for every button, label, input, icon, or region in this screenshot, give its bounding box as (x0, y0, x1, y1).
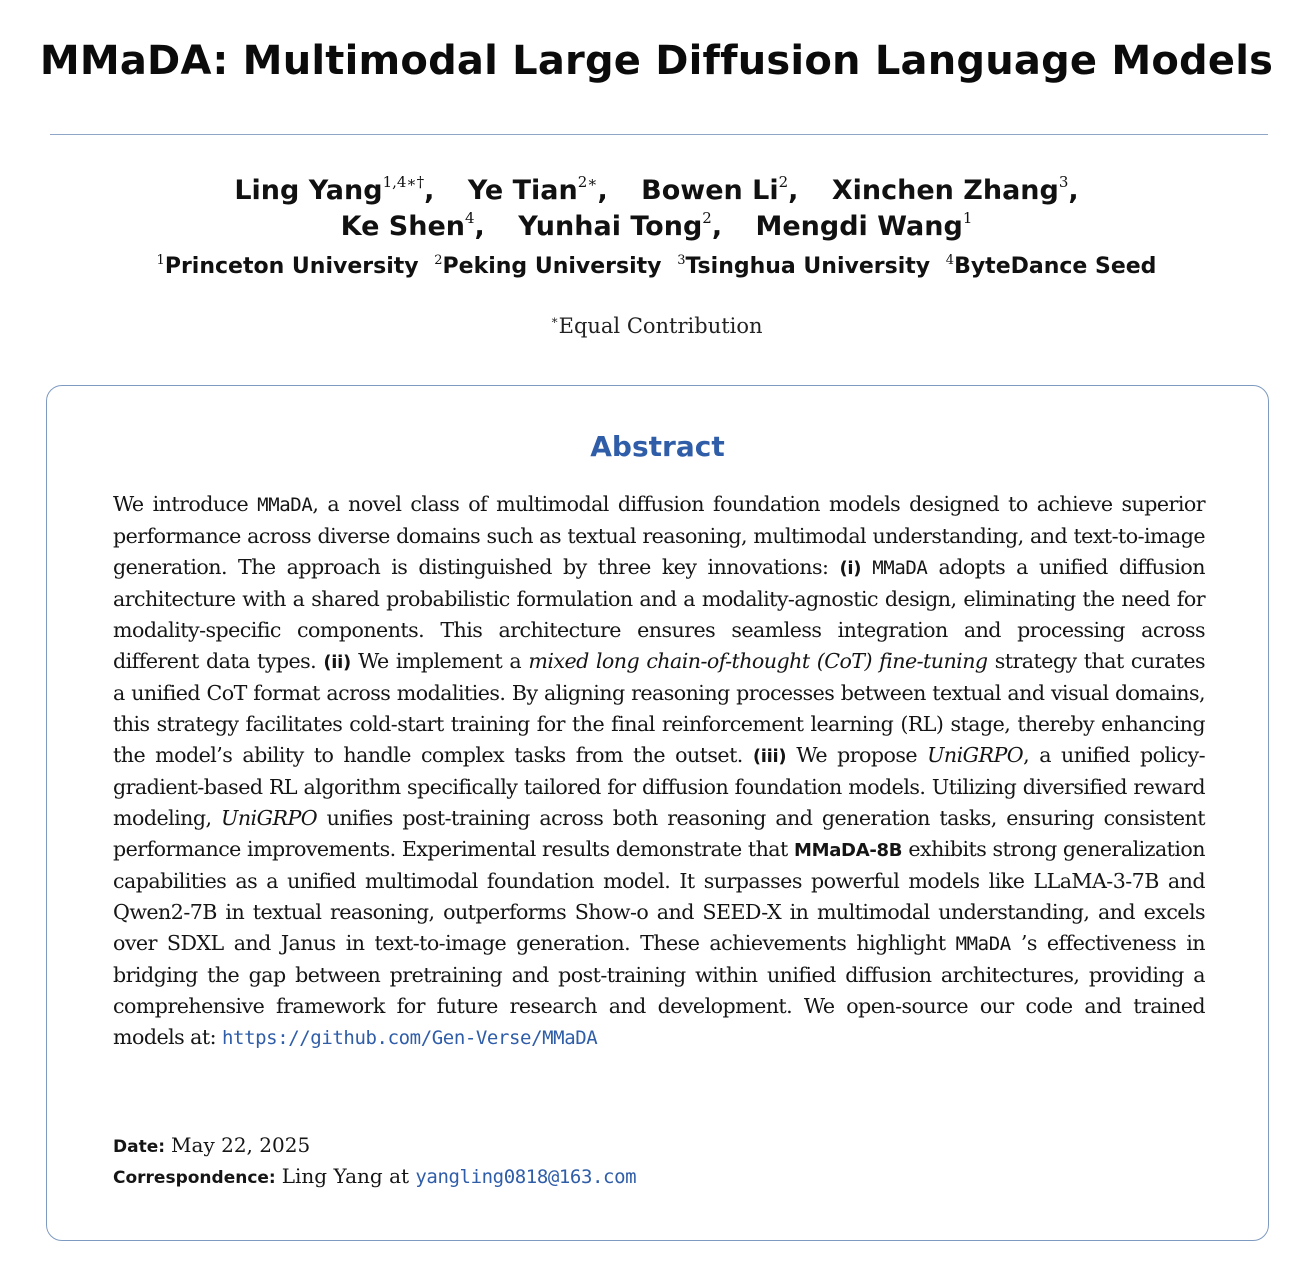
model-name: MMaDA (872, 557, 928, 579)
affiliation: $^2$Peking University (434, 253, 662, 279)
author: Xinchen Zhang$^3$, (831, 173, 1079, 206)
affiliations (0, 254, 1313, 279)
abstract-body (113, 489, 1205, 1054)
paper-title: MMaDA: Multimodal Large Diffusion Language Models (39, 38, 1274, 84)
bold-text: (ii) (323, 652, 351, 673)
bold-text: (iii) (752, 746, 787, 767)
italic-text: UniGRPO (927, 743, 1024, 767)
affiliation: $^4$ByteDance Seed (945, 253, 1157, 279)
author: Bowen Li$^2$, (641, 173, 799, 206)
correspondence-name: Ling Yang at (281, 1164, 410, 1188)
affiliation: $^1$Princeton University (156, 253, 419, 279)
date-label: Date: (113, 1137, 166, 1157)
date-line (113, 1133, 1205, 1157)
correspondence-label: Correspondence: (113, 1168, 276, 1188)
model-name: MMaDA (955, 933, 1011, 955)
affiliation: $^3$Tsinghua University (677, 253, 931, 279)
authors-line-2 (0, 211, 1313, 242)
authors-line-1 (0, 175, 1313, 206)
correspondence-line (113, 1164, 1205, 1188)
author: Ye Tian$^{2∗}$, (467, 173, 608, 206)
bold-text: (i) (839, 558, 862, 579)
author: Yunhai Tong$^2$, (518, 209, 723, 242)
italic-text: UniGRPO (221, 806, 318, 830)
title-divider (50, 134, 1268, 135)
correspondence-email-link[interactable]: yangling0818@163.com (415, 1166, 637, 1188)
date-value: May 22, 2025 (171, 1133, 311, 1157)
author: Mengdi Wang$^1$ (755, 209, 973, 242)
github-link[interactable]: https://github.com/Gen-Verse/MMaDA (222, 1027, 598, 1049)
equal-contribution-note: ∗Equal Contribution (550, 313, 763, 338)
abstract-box (46, 385, 1269, 1241)
bold-text: MMaDA-8B (793, 840, 903, 861)
model-name: MMaDA (257, 494, 313, 516)
abstract-heading: Abstract (590, 430, 725, 463)
author: Ling Yang$^{1,4∗\dagger}$, (234, 173, 435, 206)
italic-text: mixed long chain-of-thought (CoT) fine-tuning (528, 649, 988, 673)
author: Ke Shen$^4$, (340, 209, 485, 242)
abstract-paragraph: We introduce MMaDA, a novel class of multimodal diffusion foundation models designed to achieve superior performance across diverse domains such as textual reasoning, multimodal understanding, and text-to-image generation. The approach is distinguished by three key innovations: (i) MMaDA adopts a unified diffusion architecture with a shared probabilistic formulation and a modality-agnostic design, eliminating the need for modality-specific components. This architecture ensures seamless integration and processing across different data types. (ii) We implement a mixed long chain-of-thought (CoT) fine-tuning strategy that curates a unified CoT format across modalities. By aligning reasoning processes between textual and visual domains, this strategy facilitates cold-start training for the final reinforcement learning (RL) stage, thereby enhancing the model’s ability to handle complex tasks from the outset. (iii) We propose UniGRPO, a unified policy-gradient-based RL algorithm specifically tailored for diffusion foundation models. Utilizing diversified reward modeling, UniGRPO unifies post-training across both reasoning and generation tasks, ensuring consistent performance improvements. Experimental results demonstrate that MMaDA-8B exhibits strong generalization capabilities as a unified multimodal foundation model. It surpasses powerful models like LLaMA-3-7B and Qwen2-7B in textual reasoning, outperforms Show-o and SEED-X in multimodal understanding, and excels over SDXL and Janus in text-to-image generation. These achievements highlight MMaDA ’s effectiveness in bridging the gap between pretraining and post-training within unified diffusion architectures, providing a comprehensive framework for future research and development. We open-source our code and trained models at: https://github.com/Gen-Verse/MMaDA (113, 492, 1205, 1049)
